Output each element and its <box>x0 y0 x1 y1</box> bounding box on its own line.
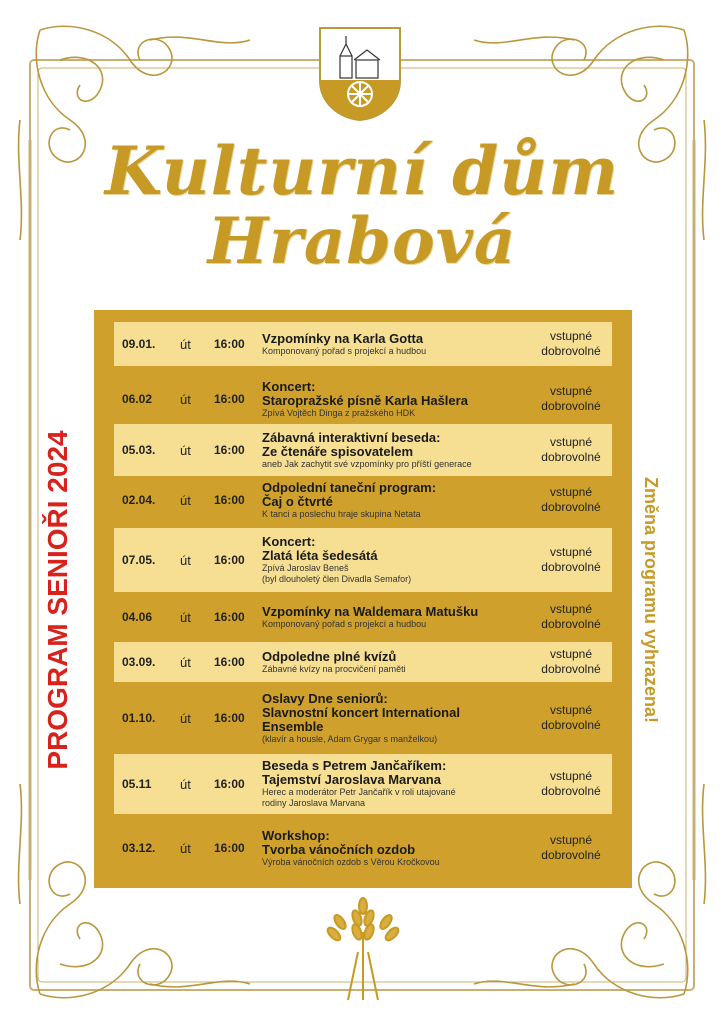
event-date: 05.03. <box>122 443 156 457</box>
table-row <box>114 754 612 814</box>
event-subtitle: Zpívá Jaroslav Beneš <box>262 563 349 573</box>
event-date: 06.02 <box>122 392 153 406</box>
event-time: 16:00 <box>214 655 245 669</box>
event-subtitle: aneb Jak zachytit své vzpomínky pro příští generace <box>262 458 472 469</box>
event-title: Vzpomínky na Waldemara Matušku <box>262 603 479 619</box>
event-title: Oslavy Dne seniorů: <box>262 690 388 706</box>
event-title: Ze čtenáře spisovatelem <box>262 443 414 459</box>
event-subtitle: (byl dlouholetý člen Divadla Semafor) <box>262 574 412 584</box>
event-title: Tajemství Jaroslava Marvana <box>262 772 441 787</box>
table-row <box>114 642 612 682</box>
event-description <box>262 424 527 476</box>
event-day: út <box>180 336 191 352</box>
entry-line-1: vstupné <box>549 833 593 847</box>
event-time: 16:00 <box>214 711 245 725</box>
event-entry <box>532 820 610 876</box>
entry-line-2: dobrovolné <box>541 784 601 798</box>
entry-line-1: vstupné <box>549 769 593 783</box>
event-entry <box>532 478 610 522</box>
event-subtitle: rodiny Jaroslava Marvana <box>262 798 366 808</box>
event-description <box>262 322 527 366</box>
event-time: 16:00 <box>214 610 245 624</box>
event-description <box>262 754 527 814</box>
event-subtitle: Zpívá Vojtěch Dinga z pražského HDK <box>262 407 416 418</box>
event-subtitle: K tanci a poslechu hraje skupina Netata <box>262 508 421 519</box>
event-title: Odpoledne plné kvízů <box>262 648 397 664</box>
entry-line-2: dobrovolné <box>541 848 601 862</box>
event-entry <box>532 528 610 592</box>
event-title: Odpolední taneční program: <box>262 479 437 495</box>
event-date: 05.11 <box>122 777 152 791</box>
event-day: út <box>180 710 191 726</box>
event-title: Vzpomínky na Karla Gotta <box>262 330 424 346</box>
event-title: Ensemble <box>262 718 324 734</box>
event-title: Workshop: <box>262 827 330 843</box>
event-entry <box>532 598 610 636</box>
event-time: 16:00 <box>214 443 245 457</box>
table-row <box>114 322 612 366</box>
title-line-1: Kulturní dům <box>104 132 620 210</box>
event-entry <box>532 374 610 424</box>
entry-line-2: dobrovolné <box>541 560 601 574</box>
event-title: Slavnostní koncert International <box>262 704 460 720</box>
event-subtitle: Zábavné kvízy na procvičení paměti <box>262 663 406 674</box>
event-title: Beseda s Petrem Jančaříkem: <box>262 758 447 773</box>
event-title: Čaj o čtvrté <box>262 493 333 509</box>
event-day: út <box>180 442 191 458</box>
event-day: út <box>180 492 191 508</box>
entry-line-2: dobrovolné <box>541 662 601 676</box>
event-day: út <box>180 391 191 407</box>
event-title: Staropražské písně Karla Hašlera <box>262 392 468 408</box>
event-description <box>262 686 527 750</box>
program-table <box>94 310 632 888</box>
table-row <box>114 598 612 636</box>
event-time: 16:00 <box>214 392 245 406</box>
event-description <box>262 642 527 682</box>
side-note-right: Změna programu vyhrazena! <box>641 476 661 724</box>
event-title: Tvorba vánočních ozdob <box>262 841 416 857</box>
event-time: 16:00 <box>214 777 245 791</box>
table-row <box>114 820 612 876</box>
event-day: út <box>180 552 191 568</box>
event-date: 03.09. <box>122 655 156 669</box>
event-entry <box>532 642 610 682</box>
table-row <box>114 528 612 592</box>
entry-line-1: vstupné <box>549 602 593 616</box>
event-date: 02.04. <box>122 493 156 507</box>
entry-line-1: vstupné <box>549 485 593 499</box>
event-time: 16:00 <box>214 493 245 507</box>
table-row <box>114 686 612 750</box>
event-entry <box>532 424 610 476</box>
table-row <box>114 374 612 424</box>
event-time: 16:00 <box>214 841 245 855</box>
event-day: út <box>180 840 191 856</box>
coat-of-arms-icon <box>318 26 402 122</box>
entry-line-1: vstupné <box>549 545 593 559</box>
event-description <box>262 478 527 522</box>
event-description <box>262 598 527 636</box>
entry-line-1: vstupné <box>549 647 593 661</box>
event-entry <box>532 322 610 366</box>
table-row <box>114 478 612 522</box>
event-description <box>262 528 527 592</box>
wheat-icon <box>318 892 408 1002</box>
event-date: 03.12. <box>122 841 156 855</box>
event-title: Koncert: <box>262 534 316 549</box>
table-row <box>114 424 612 476</box>
event-title: Zábavná interaktivní beseda: <box>262 429 441 445</box>
entry-line-2: dobrovolné <box>541 718 601 732</box>
event-subtitle: Komponovaný pořad s projekcí a hudbou <box>262 618 427 629</box>
side-title-left: PROGRAM SENIOŘI 2024 <box>42 430 73 770</box>
event-day: út <box>180 654 191 670</box>
event-subtitle: Herec a moderátor Petr Jančařík v roli utajované <box>262 787 456 797</box>
title-line-2: Hrabová <box>207 204 517 279</box>
event-subtitle: Komponovaný pořad s projekcí a hudbou <box>262 345 427 356</box>
entry-line-1: vstupné <box>549 384 593 398</box>
event-entry <box>532 754 610 814</box>
entry-line-2: dobrovolné <box>541 617 601 631</box>
event-day: út <box>180 776 191 792</box>
event-description <box>262 374 527 424</box>
event-entry <box>532 686 610 750</box>
event-title: Koncert: <box>262 378 316 394</box>
entry-line-2: dobrovolné <box>541 500 601 514</box>
entry-line-2: dobrovolné <box>541 450 601 464</box>
event-subtitle: Výroba vánočních ozdob s Věrou Kročkovou <box>262 856 440 867</box>
event-date: 09.01. <box>122 337 156 351</box>
event-date: 04.06 <box>122 610 153 624</box>
entry-line-1: vstupné <box>549 435 593 449</box>
event-time: 16:00 <box>214 553 245 567</box>
event-subtitle: (klavír a housle, Adam Grygar s manželkou) <box>262 733 438 744</box>
event-description <box>262 820 527 876</box>
entry-line-1: vstupné <box>549 329 593 343</box>
event-time: 16:00 <box>214 337 245 351</box>
event-title: Zlatá léta šedesátá <box>262 548 378 563</box>
event-day: út <box>180 609 191 625</box>
event-date: 07.05. <box>122 553 156 567</box>
entry-line-2: dobrovolné <box>541 344 601 358</box>
event-date: 01.10. <box>122 711 156 725</box>
entry-line-1: vstupné <box>549 703 593 717</box>
entry-line-2: dobrovolné <box>541 399 601 413</box>
